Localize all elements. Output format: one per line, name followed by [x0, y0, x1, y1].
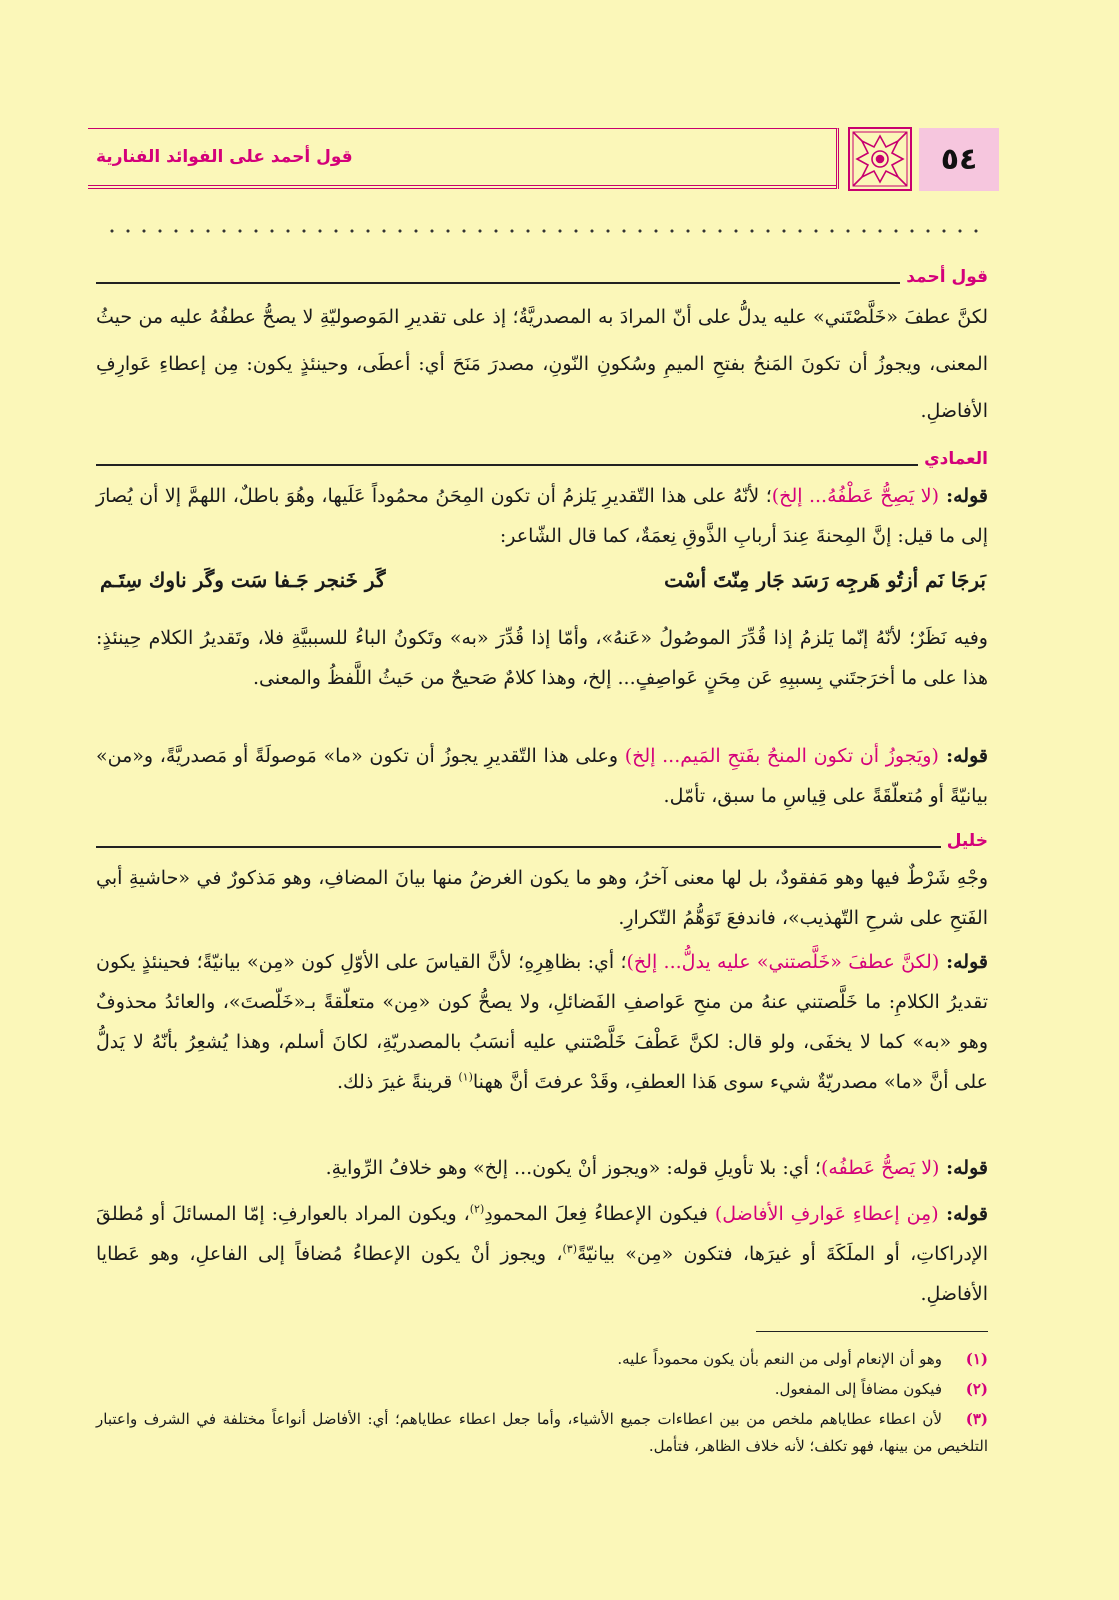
section-rule: [96, 846, 941, 848]
paragraph-khalil-3: [96, 1148, 988, 1188]
footnote-ref[interactable]: (٢): [469, 1202, 485, 1216]
footnote-number: (١): [965, 1350, 988, 1368]
quoted-phrase: (ويَجوزُ أن تكون المنحُ بفَتحِ المَيم... إلخ): [624, 745, 939, 767]
footnote-number: (٣): [965, 1410, 988, 1428]
commentary-text: فيكون الإعطاءُ فِعلَ المحمودِ: [484, 1203, 715, 1225]
paragraph-imadi-1: [96, 476, 988, 556]
poem-hemistich-left: گَر خَنجر جَـفا سَت وگَر ناوك سِتَـم: [100, 568, 386, 592]
commentary-text: وعلى هذا التّقديرِ يجوزُ أن تكون «ما» مَوصولَةً أو مَصدريَّةً، و«من» بيانيّةً أو مُتعلّقَةً على قِياسِ ما سبق، تأمّل.: [96, 745, 988, 807]
footnote-ref[interactable]: (١): [458, 1070, 473, 1084]
paragraph-khalil-2: [96, 942, 988, 1102]
qawluhu-label: قوله:: [939, 1157, 988, 1179]
page-number: ٥٤: [919, 128, 999, 191]
paragraph-ahmad: لكنَّ عطفَ «خَلَّصْتَني» عليه يدلُّ على أنّ المرادَ به المصدريَّةُ؛ إذ على تقديرِ المَوصوليّةِ لا يصحُّ عطفُهُ عليه من حيثُ المعنى، ويجوزُ أن تكونَ المَنحُ بفتحِ الميمِ وسُكونِ النّونِ، مصدرَ مَنَحَ أي: أعطَى، وحينئذٍ يكون: مِن إعطاءِ عَوارِفِ الأفاضلِ.: [96, 306, 988, 422]
footnote-number: (٢): [965, 1380, 988, 1398]
commentary-text: ، ويجوز أنْ يكون الإعطاءُ مُضافاً إلى الفاعلِ، وهو عَطايا الأفاضلِ.: [96, 1243, 988, 1305]
paragraph-imadi-3: [96, 736, 988, 816]
section-header-imadi: [96, 444, 988, 470]
footnote-3: [96, 1406, 988, 1460]
dotted-divider: [104, 226, 984, 236]
qawluhu-label: قوله:: [939, 951, 988, 973]
footnote-2: [96, 1376, 988, 1403]
quoted-phrase: (لا يَصحُّ عَطفُه): [820, 1157, 940, 1179]
paragraph-khalil-4: [96, 1194, 988, 1314]
qawluhu-label: قوله:: [939, 485, 988, 507]
paragraph-imadi-2: وفيه نَظَرٌ؛ لأنّهُ إنّما يَلزمُ إذا قُدِّرَ الموصُولُ «عَنهُ»، وأمّا إذا قُدِّرَ «به» وتَكونُ الباءُ للسببيَّةِ فلا، وتَقديرُ الكلام حِينئذٍ: هذا على ما أخرَجتَني بِسببِهِ عَن مِحَنٍ عَواصِفٍ... إلخ، وهذا كلامٌ صَحيحٌ من حَيثُ اللَّفظُ والمعنى.: [96, 627, 988, 689]
commentary-text: ، ويكون المراد بالعوارفِ: إمّا المسائلَ أو مُطلقَ الإدراكاتِ، أو الملَكَةَ أو غيرَها، فتكون «مِن» بيانيّةً: [96, 1203, 988, 1265]
footnote-text: فيكون مضافاً إلى المفعول.: [774, 1380, 942, 1398]
commentary-text: قرينةً غيرَ ذلك.: [336, 1071, 459, 1093]
qawluhu-label: قوله:: [938, 1203, 988, 1225]
section-label: خليل: [946, 831, 988, 851]
section-rule: [96, 464, 918, 466]
section-rule: [96, 282, 900, 284]
quoted-phrase: (لكنَّ عطفَ «خَلَّصتني» عليه يدلُّ... إلخ): [626, 951, 940, 973]
commentary-text: ؛ أي: بلا تأويلِ قوله: «ويجوز أنْ يكون... إلخ» وهو خلافُ الرِّوايةِ.: [325, 1157, 821, 1179]
qawluhu-label: قوله:: [938, 745, 988, 767]
section-label: العمادي: [924, 449, 988, 469]
commentary-text: ؛ أي: بظاهِرِهِ؛ لأنَّ القياسَ على الأوّلِ كون «مِن» بيانيّةً؛ فحينئذٍ يكون تقديرُ الكلامِ: ما خَلَّصتني عنهُ من منحِ عَواصفِ الفَضائلِ، ولا يصحُّ كون «مِن» متعلّقةً بـ«خَلّصتَ»، والعائدُ محذوفٌ وهو «به» كما لا يخفَى، ولو قال: لكنَّ عَطْفَ خَلَّصْتني عليه أنسَبُ بالمصدريّةِ، لكانَ أسلم، وهذا يُشعِرُ بأنّهُ لا يَدلُّ على أنَّ «ما» مصدريّةٌ شيء سوى هَذا العطفِ، وقَدْ عرفتَ أنَّ ههنا: [96, 951, 988, 1093]
footnote-1: [96, 1346, 988, 1373]
poem-hemistich-right: بَرجَا نَم أزتُو هَرجِه رَسَد جَار مِنّتَ أسْت: [664, 568, 986, 592]
footnote-separator: [756, 1331, 988, 1332]
commentary-text: ؛ لأنّهُ على هذا التّقديرِ يَلزمُ أن تكون المِحَنُ محمُوداً عَلَيها، وهُوَ باطلٌ، اللهمَّ إلا أن يُصارَ إلى ما قيل: إنَّ المِحنةَ عِندَ أربابِ الذَّوقِ نِعمَةٌ، كما قال الشّاعر:: [96, 485, 988, 547]
footnote-ref[interactable]: (٣): [562, 1242, 577, 1256]
section-header-khalil: [96, 826, 988, 852]
footnote-text: وهو أن الإنعام أولى من النعم بأن يكون محموداً عليه.: [617, 1350, 942, 1368]
islamic-star-ornament-icon: [848, 127, 912, 191]
running-title: قول أحمد على الفوائد الفنارية: [96, 147, 353, 167]
footnote-text: لأن اعطاء عطاياهم ملخص من بين اعطاءات جميع الأشياء، وأما جعل اعطاء عطاياهم؛ أي: الأفاضل أنواعاً مختلفة في الشرف واعتبار التلخيص من بينها، فهو تكلف؛ لأنه خلاف الظاهر، فتأمل.: [96, 1410, 988, 1455]
poem-verse: [100, 565, 986, 595]
quoted-phrase: (لا يَصِحُّ عَطْفُهُ... إلخ): [771, 485, 940, 507]
section-header-ahmad: [96, 262, 988, 288]
quoted-phrase: (مِن إعطاءِ عَوارفِ الأفاضل): [714, 1203, 939, 1225]
section-label: قول أحمد: [906, 267, 988, 287]
paragraph-khalil-1: وجْهِ شَرْطٌ فيها وهو مَفقودٌ، بل لها معنى آخرُ، وهو ما يكون الغرضُ منها بيانَ المضافِ، وهو مَذكورٌ في «حاشيةِ أبي الفَتحِ على شرحِ التّهذيب»، فاندفعَ تَوَهُّمُ التّكرارِ.: [96, 867, 988, 929]
